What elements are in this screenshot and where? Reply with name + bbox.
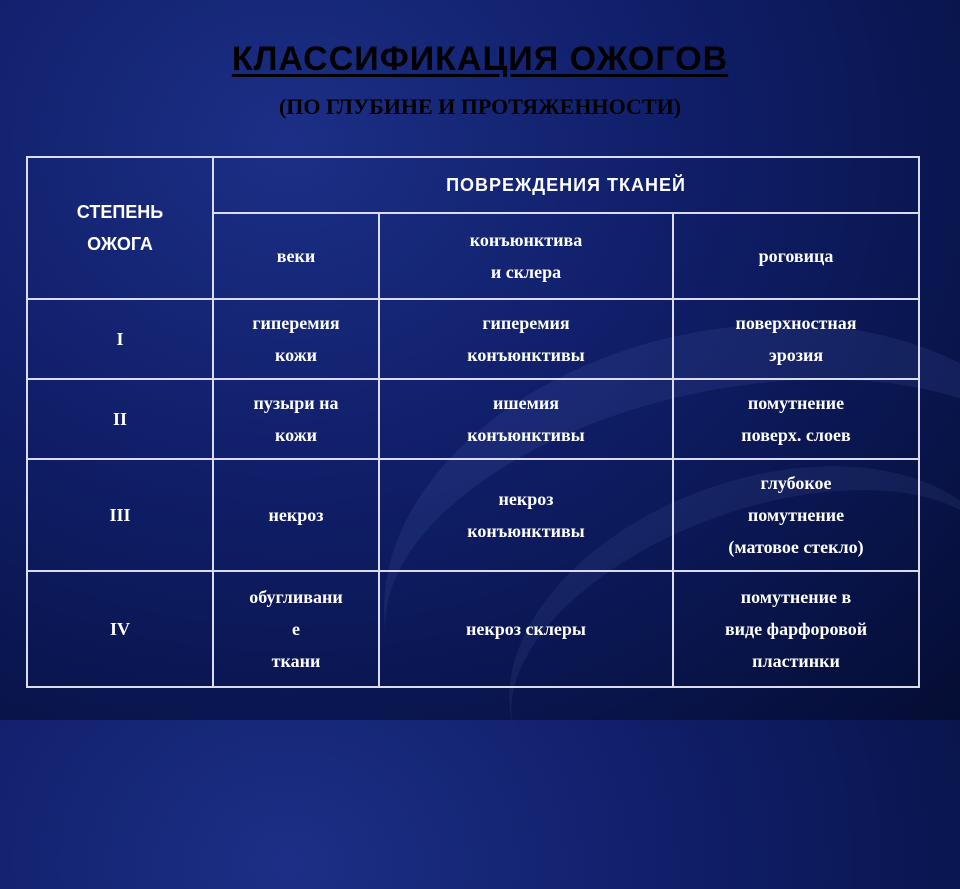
conjunctiva-cell xyxy=(379,571,673,687)
cell-line: некроз склеры xyxy=(466,619,586,639)
cell-line: гиперемия xyxy=(482,313,570,333)
cell-line: поверх. слоев xyxy=(741,425,851,445)
slide-title: КЛАССИФИКАЦИЯ ОЖОГОВ xyxy=(231,40,729,78)
cell-line: конъюнктивы xyxy=(467,345,585,365)
cornea-cell xyxy=(673,379,919,459)
cell-line: пластинки xyxy=(752,651,840,671)
cornea-cell xyxy=(673,571,919,687)
conjunctiva-cell xyxy=(379,379,673,459)
eyelids-cell xyxy=(213,459,379,571)
degree-cell: II xyxy=(27,379,213,459)
cell-line: поверхностная xyxy=(735,313,857,333)
header-degree-line: ОЖОГА xyxy=(87,234,153,254)
cell-line: обугливани xyxy=(249,587,343,607)
burn-classification-table xyxy=(26,156,920,688)
column-header-eyelids xyxy=(213,213,379,299)
table-row xyxy=(27,571,919,687)
cell-line: пузыри на xyxy=(253,393,339,413)
cell-line: е xyxy=(292,619,300,639)
cell-line: некроз xyxy=(498,489,554,509)
cell-line: конъюнктивы xyxy=(467,425,585,445)
table-row xyxy=(27,379,919,459)
cell-line: некроз xyxy=(268,505,324,525)
slide-subtitle: (ПО ГЛУБИНЕ И ПРОТЯЖЕННОСТИ) xyxy=(278,94,682,119)
column-header-line: веки xyxy=(276,246,316,266)
cell-line: кожи xyxy=(274,425,318,445)
cell-line: ишемия xyxy=(493,393,559,413)
cornea-cell xyxy=(673,459,919,571)
header-tissue-damage: ПОВРЕЖДЕНИЯ ТКАНЕЙ xyxy=(213,157,919,213)
conjunctiva-cell xyxy=(379,299,673,379)
eyelids-cell xyxy=(213,299,379,379)
degree-cell: IV xyxy=(27,571,213,687)
column-header-conjunctiva xyxy=(379,213,673,299)
cell-line: глубокое xyxy=(760,473,832,493)
cell-line: (матовое стекло) xyxy=(728,537,864,557)
cell-line: кожи xyxy=(274,345,318,365)
column-header-line: и склера xyxy=(490,262,562,282)
table-row xyxy=(27,459,919,571)
degree-cell: III xyxy=(27,459,213,571)
cornea-cell xyxy=(673,299,919,379)
header-degree-line: СТЕПЕНЬ xyxy=(76,202,164,222)
eyelids-cell xyxy=(213,571,379,687)
cell-line: конъюнктивы xyxy=(467,521,585,541)
column-header-cornea xyxy=(673,213,919,299)
header-degree xyxy=(27,157,213,299)
column-header-line: конъюнктива xyxy=(469,230,583,250)
cell-line: помутнение xyxy=(747,393,845,413)
cell-line: виде фарфоровой xyxy=(724,619,868,639)
column-header-line: роговица xyxy=(758,246,834,266)
cell-line: помутнение xyxy=(747,505,845,525)
table-row xyxy=(27,299,919,379)
conjunctiva-cell xyxy=(379,459,673,571)
cell-line: эрозия xyxy=(768,345,824,365)
cell-line: помутнение в xyxy=(740,587,852,607)
eyelids-cell xyxy=(213,379,379,459)
degree-cell: I xyxy=(27,299,213,379)
cell-line: ткани xyxy=(271,651,321,671)
cell-line: гиперемия xyxy=(252,313,340,333)
